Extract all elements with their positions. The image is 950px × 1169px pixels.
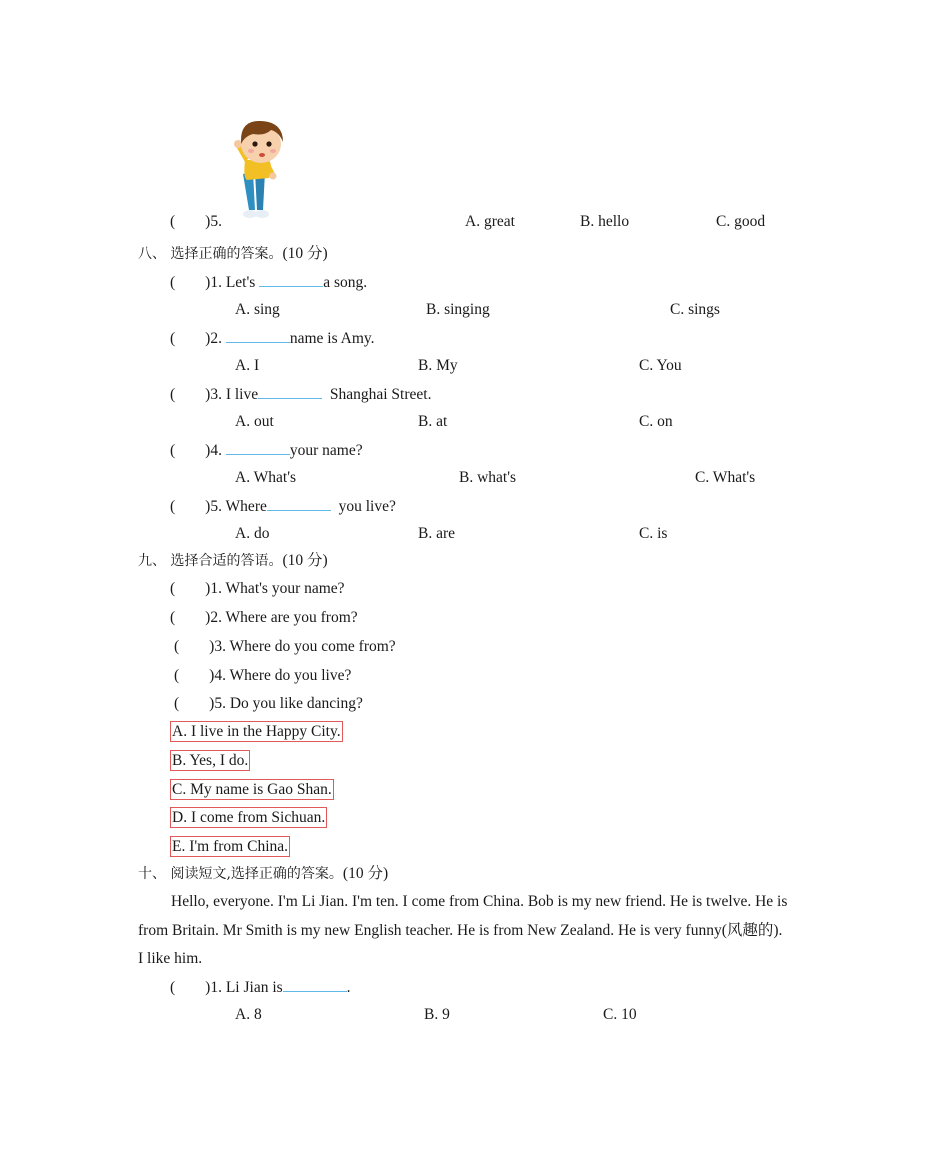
- section-9-score: (10 分): [282, 552, 328, 569]
- s7-q5-number: )5.: [205, 213, 222, 230]
- s8-q5-option-c: C. is: [639, 525, 668, 542]
- s8-q3-option-a: A. out: [235, 413, 274, 430]
- s10-q1-stem: )1. Li Jian is: [205, 979, 283, 996]
- s8-q2-option-a: A. I: [235, 357, 260, 374]
- s9-answer-a: A. I live in the Happy City.: [172, 723, 341, 740]
- s8-q5-line: [170, 498, 396, 515]
- s7-q5-option-a: A. great: [465, 213, 515, 230]
- s9-answer-c: C. My name is Gao Shan.: [172, 781, 332, 798]
- s8-q3-bracket: (: [170, 386, 176, 403]
- s8-q5-blank[interactable]: [267, 498, 331, 511]
- s9-answer-e: E. I'm from China.: [172, 838, 289, 855]
- s10-passage-line-1: Hello, everyone. I'm Li Jian. I'm ten. I come from China. Bob is my new friend. He is twelve. He is: [171, 893, 788, 910]
- s8-q2-line: [170, 330, 375, 347]
- s9-q2-text: )2. Where are you from?: [205, 609, 358, 626]
- s8-q1-stem: )1. Let's: [205, 274, 260, 291]
- s8-q5-stem: )5. Where: [205, 498, 267, 515]
- s8-q1-line: [170, 274, 367, 291]
- s9-answer-b: B. Yes, I do.: [172, 752, 249, 769]
- s9-q5-line: [174, 696, 363, 712]
- s9-q1-bracket: (: [170, 580, 176, 597]
- s8-q5-option-a: A. do: [235, 525, 270, 542]
- s8-q2-bracket: (: [170, 330, 176, 347]
- s8-q4-option-c: C. What's: [695, 469, 756, 486]
- section-8-score: (10 分): [282, 245, 328, 262]
- section-9-title: 九、 选择合适的答语。: [138, 553, 283, 569]
- s8-q3-after: Shanghai Street.: [322, 386, 432, 403]
- s8-q2-stem: )2.: [205, 330, 226, 347]
- s8-q1-bracket: (: [170, 274, 176, 291]
- s8-q5-after: you live?: [330, 498, 396, 515]
- s9-q2-line: [170, 610, 358, 626]
- s9-q4-text: )4. Where do you live?: [209, 667, 352, 684]
- s8-q2-after: name is Amy.: [289, 330, 375, 347]
- s8-q1-option-a: A. sing: [235, 301, 280, 318]
- s9-q5-bracket: (: [174, 695, 180, 712]
- boy-illustration: [229, 118, 291, 224]
- s8-q1-blank[interactable]: [259, 274, 323, 287]
- s10-q1-line: [170, 979, 351, 996]
- section-8-title: 八、 选择正确的答案。: [138, 246, 283, 262]
- s8-q4-blank[interactable]: [226, 442, 290, 455]
- s8-q5-bracket: (: [170, 498, 176, 515]
- s8-q4-option-a: A. What's: [235, 469, 297, 486]
- s8-q4-bracket: (: [170, 442, 176, 459]
- s8-q2-blank[interactable]: [226, 330, 290, 343]
- s9-q4-bracket: (: [174, 667, 180, 684]
- s10-q1-option-b: B. 9: [424, 1006, 450, 1023]
- section-10-score: (10 分): [342, 865, 389, 882]
- s8-q1-option-c: C. sings: [670, 301, 720, 318]
- s8-q4-after: your name?: [289, 442, 363, 459]
- s7-q5-option-b: B. hello: [580, 213, 630, 230]
- s8-q4-line: [170, 442, 363, 459]
- s8-q4-option-b: B. what's: [459, 469, 517, 486]
- section-9-heading: [138, 553, 328, 569]
- s8-q3-option-c: C. on: [639, 413, 673, 430]
- s8-q4-stem: )4.: [205, 442, 226, 459]
- s10-passage-line-3: I like him.: [138, 950, 203, 967]
- s8-q3-option-b: B. at: [418, 413, 448, 430]
- s9-q4-line: [174, 668, 351, 684]
- s10-q1-blank[interactable]: [283, 979, 347, 992]
- s10-passage-line-2: from Britain. Mr Smith is my new English teacher. He is from New Zealand. He is very funny(风趣的).: [138, 922, 783, 939]
- s8-q3-line: [170, 386, 431, 403]
- s9-q3-line: [174, 639, 396, 655]
- s9-q1-line: [170, 581, 345, 597]
- s9-q3-bracket: (: [174, 638, 180, 655]
- s9-q5-text: )5. Do you like dancing?: [209, 695, 363, 712]
- s8-q2-option-b: B. My: [418, 357, 458, 374]
- section-8-heading: [138, 246, 328, 262]
- s8-q2-option-c: C. You: [639, 357, 682, 374]
- s7-q5-option-c: C. good: [716, 213, 766, 230]
- s7-q5-line: [170, 214, 222, 230]
- s8-q3-stem: )3. I live: [205, 386, 259, 403]
- s9-q2-bracket: (: [170, 609, 176, 626]
- s9-q3-text: )3. Where do you come from?: [209, 638, 396, 655]
- s9-q1-text: )1. What's your name?: [205, 580, 345, 597]
- section-10-heading: [138, 866, 388, 882]
- s8-q3-blank[interactable]: [258, 386, 322, 399]
- s10-q1-bracket: (: [170, 979, 176, 996]
- s7-q5-bracket: (: [170, 213, 176, 230]
- s8-q5-option-b: B. are: [418, 525, 456, 542]
- s10-q1-option-a: A. 8: [235, 1006, 262, 1023]
- s10-q1-option-c: C. 10: [603, 1006, 637, 1023]
- s10-q1-after: .: [346, 979, 351, 996]
- s8-q1-after: a song.: [323, 274, 368, 291]
- section-10-title: 十、 阅读短文,选择正确的答案。: [138, 866, 343, 882]
- s8-q1-option-b: B. singing: [426, 301, 490, 318]
- s9-answer-d: D. I come from Sichuan.: [172, 809, 326, 826]
